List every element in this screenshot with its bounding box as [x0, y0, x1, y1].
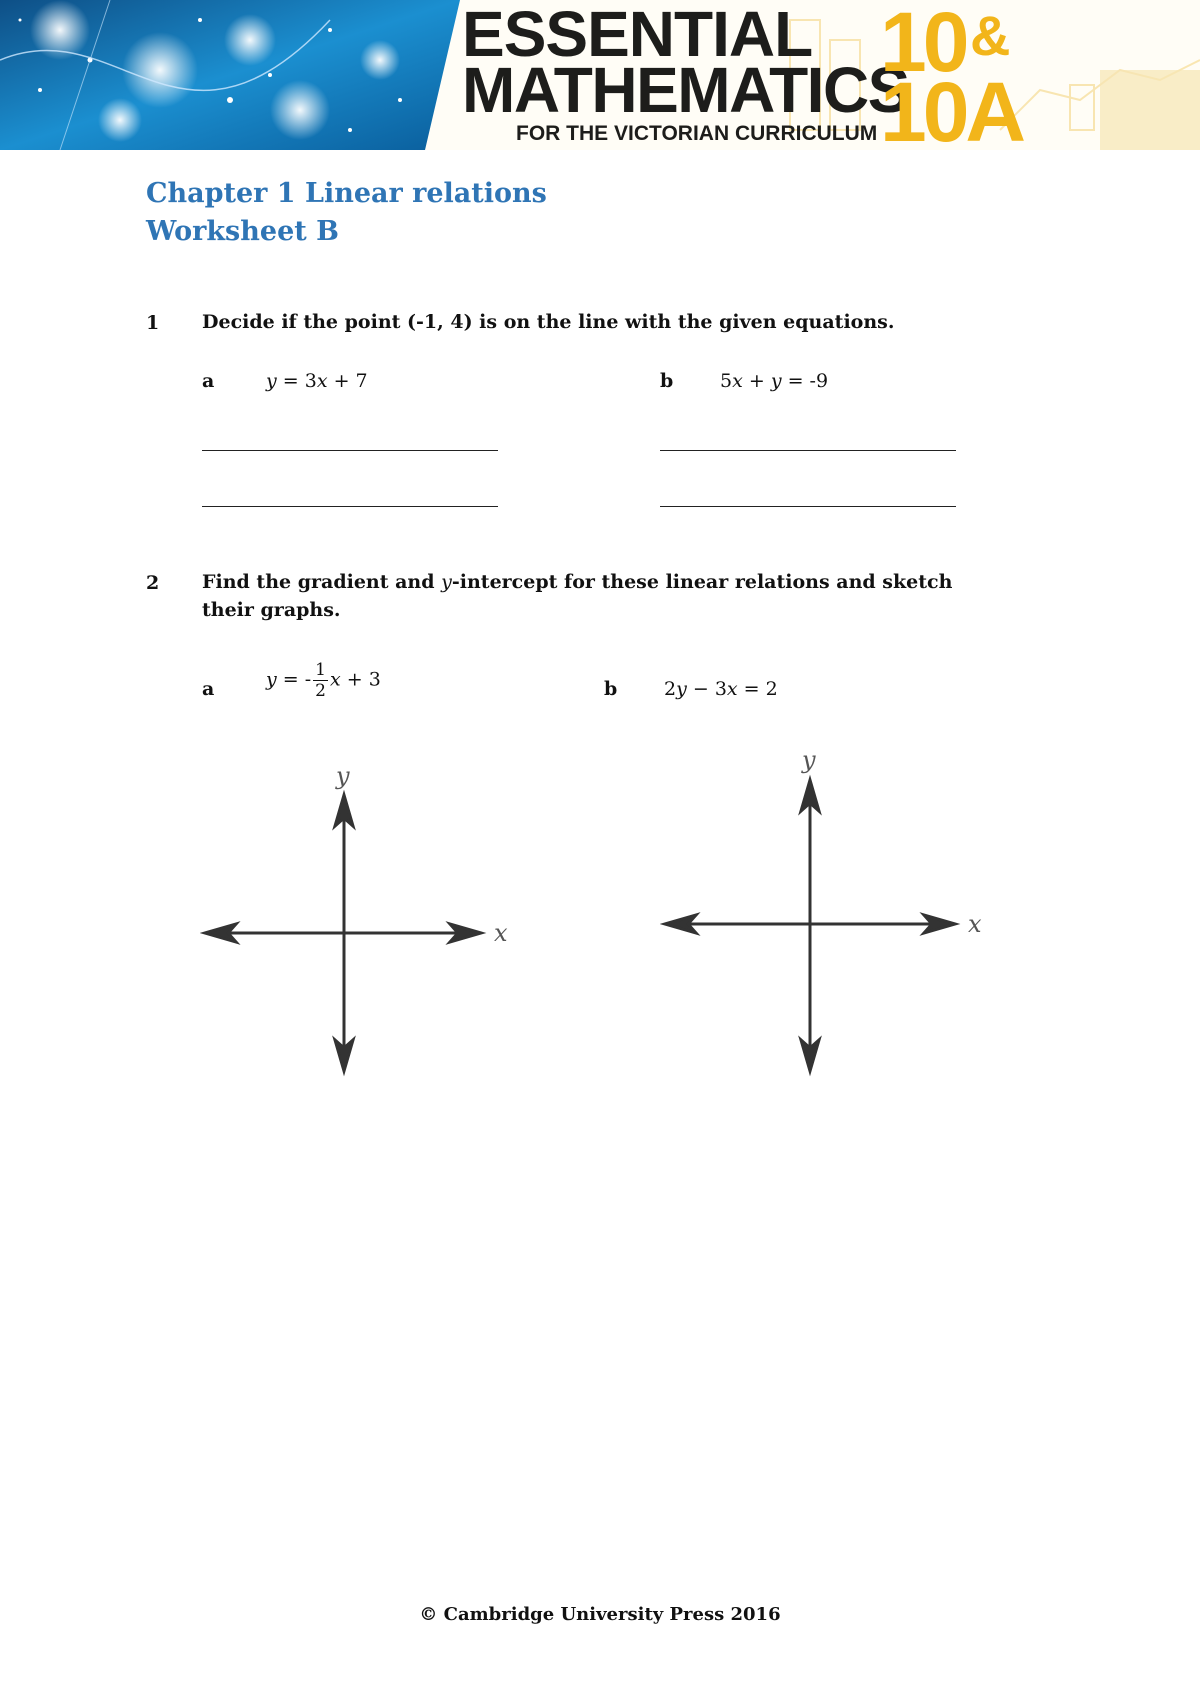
part-label-b: b — [604, 678, 618, 700]
answer-line[interactable] — [660, 450, 956, 451]
question-text-variable: y — [441, 571, 452, 593]
banner-badge-10a: 10A — [880, 65, 1023, 150]
copyright-footer: © Cambridge University Press 2016 — [419, 1604, 781, 1625]
chapter-title: Chapter 1 Linear relations — [146, 178, 547, 209]
axes-2b[interactable] — [660, 740, 1000, 1080]
equation-1a: y = 3x + 7 — [266, 370, 368, 392]
banner-badge-amp: & — [970, 4, 1011, 67]
question-text: Decide if the point (-1, 4) is on the line with the given equations. — [202, 311, 895, 333]
banner-badge-10: 10 — [880, 0, 966, 89]
equation-2a: y = - $\frac{1}{2}$ x + 3 — [266, 660, 381, 701]
y-axis-label: y — [336, 762, 350, 790]
equation-2b: 2y − 3x = 2 — [664, 678, 778, 700]
part-label-b: b — [660, 370, 674, 392]
equation-1b: 5x + y = -9 — [720, 370, 829, 392]
question-text-part: -intercept for these linear relations and sketch their graphs. — [202, 571, 953, 621]
question-text — [202, 568, 1002, 624]
part-label-a: a — [202, 678, 215, 700]
banner-subtitle: FOR THE VICTORIAN CURRICULUM — [516, 122, 878, 145]
question-number: 2 — [146, 572, 160, 594]
banner-title-line2: MATHEMATICS — [462, 54, 909, 126]
worksheet-title: Worksheet B — [146, 216, 339, 247]
x-axis-label: x — [968, 910, 982, 938]
header-banner — [0, 0, 1200, 150]
banner-title-line1: ESSENTIAL — [462, 0, 813, 70]
question-text-part: Find the gradient and — [202, 571, 442, 593]
axes-2a[interactable] — [200, 760, 520, 1080]
x-axis-label: x — [494, 919, 508, 947]
answer-line[interactable] — [202, 506, 498, 507]
y-axis-label: y — [802, 746, 816, 774]
answer-line[interactable] — [202, 450, 498, 451]
question-number: 1 — [146, 312, 160, 334]
answer-line[interactable] — [660, 506, 956, 507]
part-label-a: a — [202, 370, 215, 392]
